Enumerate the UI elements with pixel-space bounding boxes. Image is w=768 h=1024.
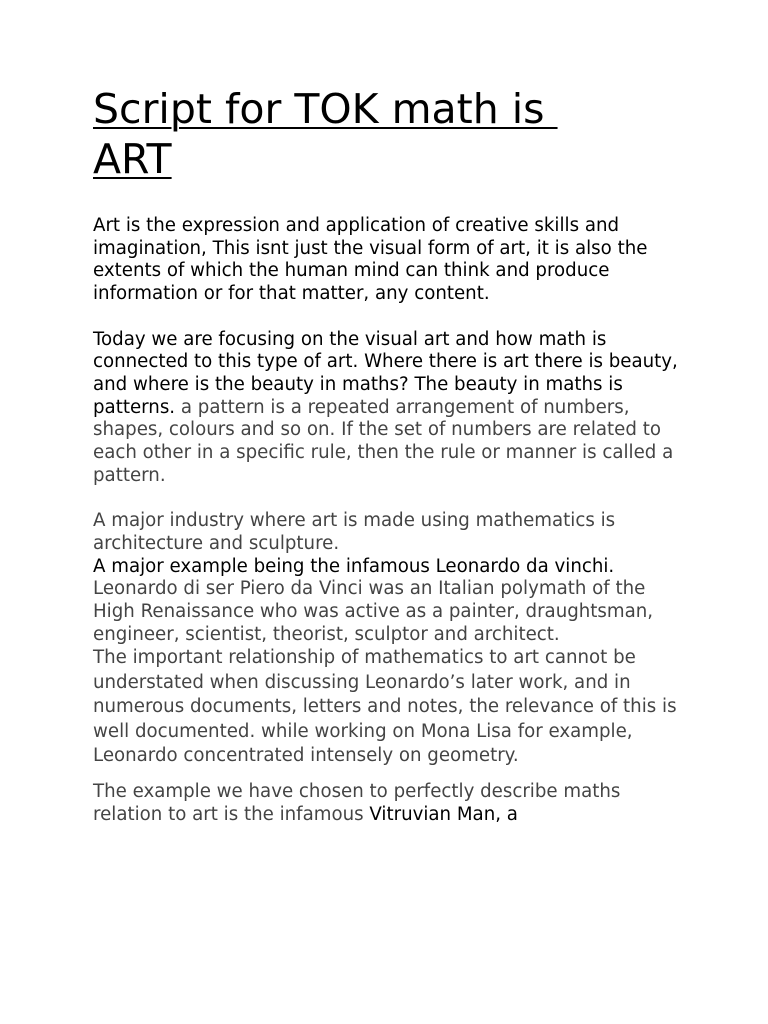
document-page xyxy=(93,84,683,826)
paragraph-art-definition xyxy=(93,215,683,306)
paragraph-2-grey-text: a pattern is a repeated arrangement of numbers, shapes, colours and so on. If the set of numbers are related to each other in a specific rule, then the rule or manner is called a pattern. xyxy=(93,396,674,486)
paragraph-6-grey-text: The example we have chosen to perfectly describe maths relation to art is the infamous xyxy=(93,780,621,825)
paragraph-visual-art-patterns xyxy=(93,329,683,488)
paragraph-3-text: A major industry where art is made using mathematics is architecture and sculpture. xyxy=(93,510,616,554)
paragraph-2-dark-text: Today we are focusing on the visual art and how math is connected to this type of art. Where there is art there is beauty, and where is the beauty in maths? The beauty in maths is patterns. xyxy=(93,328,678,418)
paragraph-math-relationship xyxy=(93,646,683,769)
paragraph-4-dark-text: A major example being the infamous Leonardo da vinchi. xyxy=(93,555,615,577)
document-title xyxy=(93,84,683,184)
paragraph-4-grey-text: Leonardo di ser Piero da Vinci was an Italian polymath of the High Renaissance who was active as a painter, draughtsman, engineer, scientist, theorist, sculptor and architect. xyxy=(93,578,654,645)
paragraph-vitruvian-man xyxy=(93,781,683,826)
paragraph-5-text: The important relationship of mathematics to art cannot be understated when discussing Leonardo’s later work, and in numerous documents, letters and notes, the relevance of this is well documented. while working on Mona Lisa for example, Leonardo concentrated intensely on geometry. xyxy=(93,647,677,767)
title-line-1: Script for TOK math is xyxy=(93,85,558,133)
paragraph-1-text: Art is the expression and application of creative skills and imagination, This isnt just the visual form of art, it is also the extents of which the human mind can think and produce information or for that matter, any content. xyxy=(93,215,648,305)
title-line-2: ART xyxy=(93,135,172,183)
paragraph-leonardo xyxy=(93,556,683,647)
paragraph-architecture xyxy=(93,510,683,555)
paragraph-6-dark-text: Vitruvian Man, a xyxy=(369,803,518,825)
